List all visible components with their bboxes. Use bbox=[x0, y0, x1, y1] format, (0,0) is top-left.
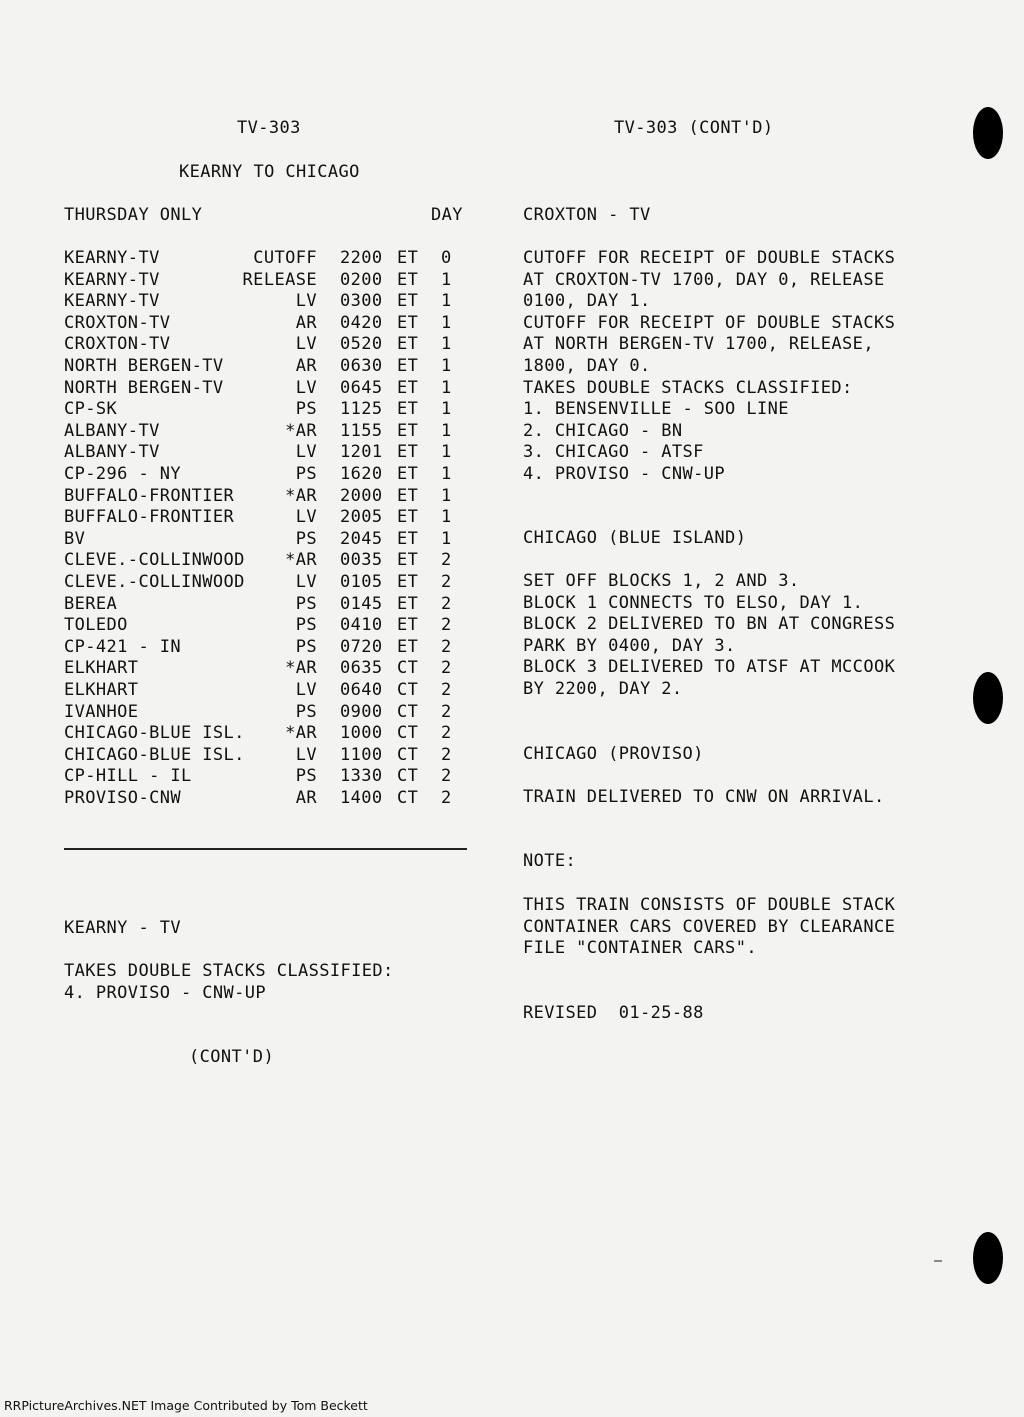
activity-cell: AR bbox=[295, 788, 317, 808]
time-cell: 0200 bbox=[340, 269, 383, 290]
day-cell: 1 bbox=[441, 442, 452, 463]
activity-cell: AR bbox=[295, 356, 317, 376]
day-cell: 1 bbox=[441, 377, 452, 398]
time-cell: 0105 bbox=[340, 572, 383, 592]
image-credit: RRPictureArchives.NET Image Contributed by Tom Beckett bbox=[4, 1398, 368, 1413]
section-divider bbox=[64, 848, 467, 850]
time-cell: 0900 bbox=[340, 701, 383, 722]
day-cell: 2 bbox=[441, 550, 452, 571]
croxton-note-line: CUTOFF FOR RECEIPT OF DOUBLE STACKS bbox=[523, 312, 896, 333]
proviso-heading: CHICAGO (PROVISO) bbox=[523, 744, 704, 764]
location-cell: IVANHOE bbox=[64, 701, 139, 722]
day-cell: 1 bbox=[441, 291, 452, 312]
time-cell: 0035 bbox=[340, 550, 383, 571]
location-cell: PROVISO-CNW bbox=[64, 788, 181, 808]
croxton-note-line: 1. BENSENVILLE - SOO LINE bbox=[523, 399, 789, 420]
time-cell: 0635 bbox=[340, 658, 383, 679]
binder-hole-top bbox=[973, 107, 1003, 159]
timezone-cell: ET bbox=[397, 550, 419, 571]
time-cell: 1100 bbox=[340, 744, 383, 765]
time-cell: 2005 bbox=[340, 507, 383, 528]
time-cell: 1155 bbox=[340, 420, 383, 441]
binder-hole-middle bbox=[973, 672, 1003, 724]
activity-cell: AR bbox=[295, 312, 317, 333]
day-cell: 1 bbox=[441, 334, 452, 355]
activity-cell: PS bbox=[295, 593, 317, 614]
activity-cell: *AR bbox=[285, 723, 317, 744]
location-cell: CROXTON-TV bbox=[64, 334, 171, 355]
location-cell: KEARNY-TV bbox=[64, 248, 160, 268]
croxton-note-line: AT CROXTON-TV 1700, DAY 0, RELEASE bbox=[523, 269, 885, 290]
day-cell: 2 bbox=[441, 658, 452, 679]
day-cell: 1 bbox=[441, 507, 452, 528]
location-cell: CHICAGO-BLUE ISL. bbox=[64, 723, 245, 744]
day-cell: 2 bbox=[441, 593, 452, 614]
day-cell: 1 bbox=[441, 485, 452, 506]
timezone-cell: ET bbox=[397, 356, 419, 376]
timezone-cell: CT bbox=[397, 701, 419, 722]
blue-island-note-line: BLOCK 3 DELIVERED TO ATSF AT MCCOOK bbox=[523, 657, 896, 678]
timezone-cell: CT bbox=[397, 658, 419, 679]
location-cell: BV bbox=[64, 528, 86, 549]
croxton-note-line: 1800, DAY 0. bbox=[523, 356, 651, 376]
timezone-cell: ET bbox=[397, 334, 419, 355]
time-cell: 0145 bbox=[340, 593, 383, 614]
revised-date: REVISED 01-25-88 bbox=[523, 1003, 704, 1023]
time-cell: 1201 bbox=[340, 442, 383, 463]
location-cell: TOLEDO bbox=[64, 615, 128, 636]
note-heading: NOTE: bbox=[523, 851, 577, 871]
note-line: FILE "CONTAINER CARS". bbox=[523, 938, 757, 959]
activity-cell: CUTOFF bbox=[253, 248, 317, 268]
location-cell: KEARNY-TV bbox=[64, 269, 160, 290]
location-cell: ALBANY-TV bbox=[64, 420, 160, 441]
location-cell: CHICAGO-BLUE ISL. bbox=[64, 744, 245, 765]
timezone-cell: CT bbox=[397, 744, 419, 765]
location-cell: NORTH BERGEN-TV bbox=[64, 377, 224, 398]
timezone-cell: ET bbox=[397, 485, 419, 506]
timezone-cell: ET bbox=[397, 464, 419, 484]
time-cell: 1400 bbox=[340, 788, 383, 808]
activity-cell: PS bbox=[295, 636, 317, 657]
blue-island-heading: CHICAGO (BLUE ISLAND) bbox=[523, 528, 747, 548]
day-cell: 2 bbox=[441, 788, 452, 808]
time-cell: 0520 bbox=[340, 334, 383, 355]
location-cell: CP-HILL - IL bbox=[64, 766, 192, 787]
frequency-label: THURSDAY ONLY bbox=[64, 205, 203, 225]
time-cell: 0640 bbox=[340, 680, 383, 700]
croxton-note-line: CUTOFF FOR RECEIPT OF DOUBLE STACKS bbox=[523, 248, 896, 268]
day-cell: 2 bbox=[441, 744, 452, 765]
timezone-cell: ET bbox=[397, 593, 419, 614]
activity-cell: LV bbox=[295, 744, 317, 765]
timezone-cell: CT bbox=[397, 766, 419, 787]
time-cell: 1620 bbox=[340, 464, 383, 484]
day-column-header: DAY bbox=[431, 205, 463, 225]
timezone-cell: ET bbox=[397, 420, 419, 441]
day-cell: 1 bbox=[441, 528, 452, 549]
time-cell: 0300 bbox=[340, 291, 383, 312]
activity-cell: LV bbox=[295, 442, 317, 463]
day-cell: 2 bbox=[441, 615, 452, 636]
time-cell: 0720 bbox=[340, 636, 383, 657]
activity-cell: *AR bbox=[285, 550, 317, 571]
route-title: KEARNY TO CHICAGO bbox=[179, 162, 360, 182]
croxton-note-line: 3. CHICAGO - ATSF bbox=[523, 442, 704, 463]
activity-cell: LV bbox=[295, 334, 317, 355]
timezone-cell: ET bbox=[397, 636, 419, 657]
time-cell: 0630 bbox=[340, 356, 383, 376]
day-cell: 1 bbox=[441, 420, 452, 441]
timezone-cell: CT bbox=[397, 788, 419, 808]
activity-cell: LV bbox=[295, 507, 317, 528]
continued-label: (CONT'D) bbox=[189, 1047, 275, 1067]
timezone-cell: ET bbox=[397, 399, 419, 420]
activity-cell: LV bbox=[295, 572, 317, 592]
kearny-section-heading: KEARNY - TV bbox=[64, 918, 181, 938]
timezone-cell: CT bbox=[397, 723, 419, 744]
location-cell: CP-421 - IN bbox=[64, 636, 181, 657]
timezone-cell: ET bbox=[397, 572, 419, 592]
day-cell: 1 bbox=[441, 356, 452, 376]
location-cell: BUFFALO-FRONTIER bbox=[64, 485, 235, 506]
location-cell: CLEVE.-COLLINWOOD bbox=[64, 572, 245, 592]
timezone-cell: CT bbox=[397, 680, 419, 700]
activity-cell: LV bbox=[295, 680, 317, 700]
timezone-cell: ET bbox=[397, 291, 419, 312]
croxton-note-line: 2. CHICAGO - BN bbox=[523, 420, 683, 441]
activity-cell: *AR bbox=[285, 658, 317, 679]
blue-island-note-line: BLOCK 2 DELIVERED TO BN AT CONGRESS bbox=[523, 614, 896, 635]
activity-cell: *AR bbox=[285, 485, 317, 506]
day-cell: 1 bbox=[441, 312, 452, 333]
time-cell: 0645 bbox=[340, 377, 383, 398]
timezone-cell: ET bbox=[397, 442, 419, 463]
day-cell: 2 bbox=[441, 701, 452, 722]
activity-cell: LV bbox=[295, 291, 317, 312]
location-cell: CLEVE.-COLLINWOOD bbox=[64, 550, 245, 571]
location-cell: ALBANY-TV bbox=[64, 442, 160, 463]
time-cell: 0420 bbox=[340, 312, 383, 333]
blue-island-note-line: PARK BY 0400, DAY 3. bbox=[523, 635, 736, 656]
location-cell: ELKHART bbox=[64, 680, 139, 700]
timezone-cell: ET bbox=[397, 507, 419, 528]
activity-cell: PS bbox=[295, 701, 317, 722]
day-cell: 1 bbox=[441, 464, 452, 484]
proviso-line: TRAIN DELIVERED TO CNW ON ARRIVAL. bbox=[523, 787, 885, 807]
location-cell: CROXTON-TV bbox=[64, 312, 171, 333]
activity-cell: PS bbox=[295, 528, 317, 549]
timezone-cell: ET bbox=[397, 615, 419, 636]
activity-cell: PS bbox=[295, 615, 317, 636]
timezone-cell: ET bbox=[397, 312, 419, 333]
croxton-heading: CROXTON - TV bbox=[523, 205, 651, 225]
croxton-note-line: 4. PROVISO - CNW-UP bbox=[523, 464, 726, 484]
day-cell: 2 bbox=[441, 572, 452, 592]
activity-cell: *AR bbox=[285, 420, 317, 441]
activity-cell: LV bbox=[295, 377, 317, 398]
activity-cell: RELEASE bbox=[242, 269, 317, 290]
activity-cell: PS bbox=[295, 399, 317, 420]
paper-speck bbox=[934, 1260, 942, 1262]
timezone-cell: ET bbox=[397, 528, 419, 549]
blue-island-note-line: BLOCK 1 CONNECTS TO ELSO, DAY 1. bbox=[523, 592, 864, 613]
location-cell: CP-296 - NY bbox=[64, 464, 181, 484]
blue-island-note-line: SET OFF BLOCKS 1, 2 AND 3. bbox=[523, 571, 800, 591]
day-cell: 2 bbox=[441, 636, 452, 657]
timezone-cell: ET bbox=[397, 248, 419, 268]
day-cell: 2 bbox=[441, 680, 452, 700]
time-cell: 0410 bbox=[340, 615, 383, 636]
activity-cell: PS bbox=[295, 766, 317, 787]
croxton-note-line: 0100, DAY 1. bbox=[523, 291, 651, 312]
note-line: THIS TRAIN CONSISTS OF DOUBLE STACK bbox=[523, 895, 896, 915]
kearny-section-line: TAKES DOUBLE STACKS CLASSIFIED: bbox=[64, 961, 394, 981]
time-cell: 1000 bbox=[340, 723, 383, 744]
location-cell: NORTH BERGEN-TV bbox=[64, 356, 224, 376]
day-cell: 2 bbox=[441, 723, 452, 744]
note-line: CONTAINER CARS COVERED BY CLEARANCE bbox=[523, 916, 896, 937]
location-cell: CP-SK bbox=[64, 399, 118, 420]
time-cell: 1330 bbox=[340, 766, 383, 787]
croxton-note-line: AT NORTH BERGEN-TV 1700, RELEASE, bbox=[523, 334, 874, 355]
binder-hole-bottom bbox=[973, 1232, 1003, 1284]
day-cell: 0 bbox=[441, 248, 452, 268]
time-cell: 2000 bbox=[340, 485, 383, 506]
timezone-cell: ET bbox=[397, 377, 419, 398]
right-page-header: TV-303 (CONT'D) bbox=[614, 118, 774, 138]
location-cell: ELKHART bbox=[64, 658, 139, 679]
croxton-note-line: TAKES DOUBLE STACKS CLASSIFIED: bbox=[523, 377, 853, 398]
day-cell: 1 bbox=[441, 269, 452, 290]
time-cell: 2045 bbox=[340, 528, 383, 549]
day-cell: 1 bbox=[441, 399, 452, 420]
left-page-header: TV-303 bbox=[237, 118, 301, 138]
location-cell: BUFFALO-FRONTIER bbox=[64, 507, 235, 528]
day-cell: 2 bbox=[441, 766, 452, 787]
time-cell: 1125 bbox=[340, 399, 383, 420]
activity-cell: PS bbox=[295, 464, 317, 484]
time-cell: 2200 bbox=[340, 248, 383, 268]
kearny-section-line: 4. PROVISO - CNW-UP bbox=[64, 983, 267, 1003]
blue-island-note-line: BY 2200, DAY 2. bbox=[523, 679, 683, 699]
timezone-cell: ET bbox=[397, 269, 419, 290]
location-cell: BEREA bbox=[64, 593, 118, 614]
location-cell: KEARNY-TV bbox=[64, 291, 160, 312]
